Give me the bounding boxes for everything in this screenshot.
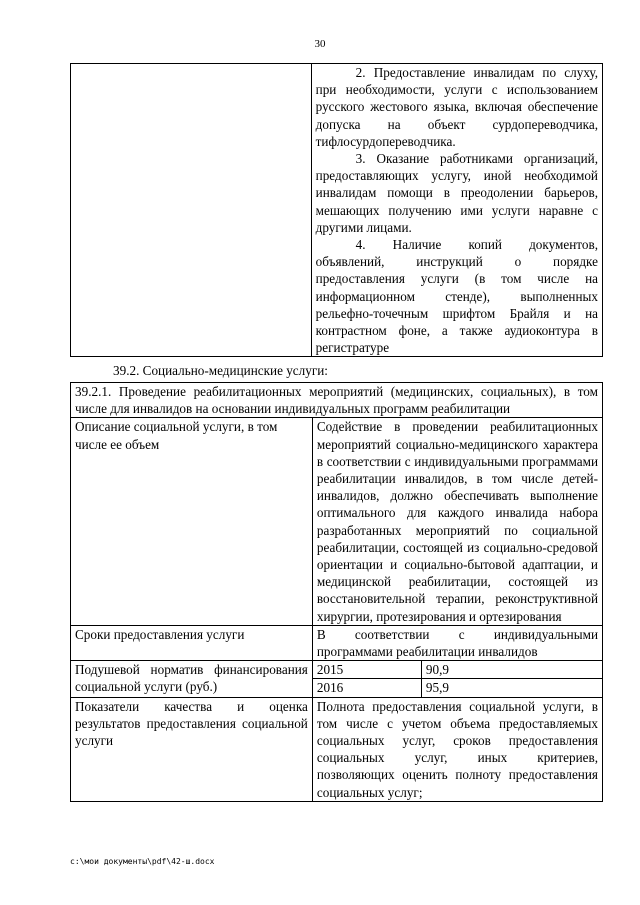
table-row [71,697,603,801]
footer-file-path: c:\мои документы\pdf\42-ш.docx [70,857,215,866]
table-row [313,679,602,697]
norm-values [312,661,602,697]
empty-cell [71,64,312,357]
norm-year: 2016 [313,679,422,697]
description-label: Описание социальной услуги, в том числе ее объем [71,418,313,625]
measure-item: 4. Наличие копий документов, объявлений, инструкций о порядке предоставления услуги (в том числе на информационном стенде), выполненных рельефно-точечным шрифтом Брайля и на контрастном фоне, а также аудиоконтура в регистратуре [315,237,598,356]
norm-amount: 95,9 [421,679,602,697]
page-number: 30 [314,38,326,50]
table-row [71,661,603,697]
section-heading: 39.2. Социально-медицинские услуги: [113,363,328,378]
measures-cell [311,64,602,357]
table-row [71,625,603,660]
table-row [71,64,603,357]
norm-subtable [313,661,602,696]
description-value: Содействие в проведении реабилитационных мероприятий социально-медицинского характера в соответствии с индивидуальными программами реабилитации инвалидов, в том числе детей-инвалидов, должно обеспечивать выполнение оптимального для каждого инвалида набора разработанных мероприятий по социальной реабилитации, состоящей из социально-средовой ориентации и социально-бытовой адаптации, и медицинской реабилитации, состоящей из восстановительной терапии, реконструктивной хирургии, протезирования и ортезирования [312,418,602,625]
norm-year: 2015 [313,661,422,679]
quality-label: Показатели качества и оценка результатов предоставления социальной услуги [71,697,313,801]
terms-label: Сроки предоставления услуги [71,625,313,660]
accessibility-measures-table [70,63,603,357]
table-row [71,418,603,625]
norm-label: Подушевой норматив финансирования социальной услуги (руб.) [71,661,313,697]
terms-value: В соответствии с индивидуальными программами реабилитации инвалидов [312,625,602,660]
measure-item: 3. Оказание работниками организаций, предоставляющих услугу, иной необходимой инвалидам помощи в преодолении барьеров, мешающих получению ими услуги наравне с другими лицами. [315,151,598,235]
measure-item: 2. Предоставление инвалидам по слуху, при необходимости, услуги с использованием русского жестового языка, включая обеспечение допуска на объект сурдопереводчика, тифлосурдопереводчика. [315,65,598,149]
service-title: 39.2.1. Проведение реабилитационных мероприятий (медицинских, социальных), в том числе для инвалидов на основании индивидуальных программ реабилитации [71,383,603,418]
table-row [313,661,602,679]
table-row [71,383,603,418]
quality-value: Полнота предоставления социальной услуги, в том числе с учетом объема предоставляемых социальных услуг, сроков предоставления социальных услуг, иных критериев, позволяющих оценить полноту предоставления социальных услуг; [312,697,602,801]
norm-amount: 90,9 [425,662,449,678]
service-table [70,382,603,802]
